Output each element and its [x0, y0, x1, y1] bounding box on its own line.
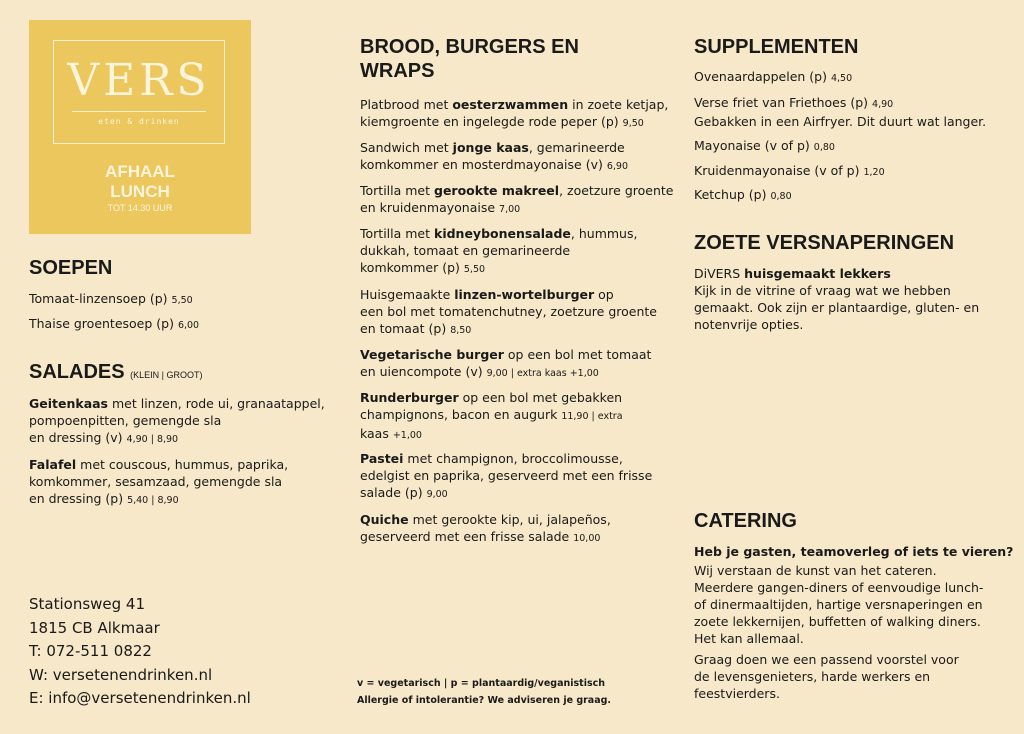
menu-item: Runderburger op een bol met gebakken champignons, bacon en augurk 11,90 | extra kaas +1,00 [360, 390, 623, 441]
brood-heading: BROOD, BURGERS EN WRAPS [360, 36, 579, 82]
menu-item: Huisgemaakte linzen-wortelburger op een bol met tomatenchutney, zoetzure groente en tomaat (p) 8,50 [360, 287, 657, 336]
zoete-heading: ZOETE VERSNAPERINGEN [694, 232, 955, 254]
logo-divider [72, 111, 206, 112]
menu-item: Tortilla met gerookte makreel, zoetzure groente en kruidenmayonaise 7,00 [360, 183, 674, 215]
soepen-heading: SOEPEN [29, 257, 113, 279]
legend-diet: v = vegetarisch | p = plantaardig/veganistisch [357, 678, 606, 689]
menu-item: Quiche met gerookte kip, ui, jalapeños, geserveerd met een frisse salade 10,00 [360, 512, 611, 544]
catering-paragraph: Wij verstaan de kunst van het cateren. Meerdere gangen-diners of eenvoudige lunch- of dinermaaltijden, hartige versnaperingen en zoete lekkernijen, buffetten of walking diners. Het kan allemaal. [694, 563, 984, 646]
menu-item: Ketchup (p) 0,80 [694, 187, 792, 202]
afhaal-line: AFHAAL [105, 162, 175, 181]
lunch-line: LUNCH [110, 182, 170, 201]
logo-box [29, 20, 251, 234]
zoete-text: DiVERS huisgemaakt lekkers Kijk in de vitrine of vraag wat we hebben gemaakt. Ook zijn er plantaardige, gluten- en notenvrije opties. [694, 266, 980, 332]
catering-question: Heb je gasten, teamoverleg of iets te vieren? [694, 544, 1014, 559]
address-city: 1815 CB Alkmaar [29, 618, 160, 637]
menu-item: Tomaat-linzensoep (p) 5,50 [29, 291, 193, 306]
logo-tagline: eten & drinken [98, 117, 180, 126]
supplementen-heading: SUPPLEMENTEN [694, 36, 859, 58]
menu-item: Pastei met champignon, broccolimousse, edelgist en paprika, geserveerd met een frisse salade (p) 9,00 [360, 451, 653, 500]
menu-item: Vegetarische burger op een bol met tomaat en uiencompote (v) 9,00 | extra kaas +1,00 [360, 347, 652, 379]
menu-item: Falafel met couscous, hummus, paprika, komkommer, sesamzaad, gemengde sla en dressing (p) 5,40 | 8,90 [29, 457, 289, 506]
catering-heading: CATERING [694, 510, 797, 532]
time-line: TOT 14.30 UUR [107, 203, 173, 213]
legend [357, 675, 611, 709]
menu-item: Ovenaardappelen (p) 4,50 [694, 69, 853, 84]
address-web: W: versetenendrinken.nl [29, 665, 213, 684]
salades-subtitle: (KLEIN | GROOT) [130, 370, 203, 380]
logo-frame [53, 40, 225, 144]
menu-item: Thaise groentesoep (p) 6,00 [29, 316, 200, 331]
address-email: E: info@versetenendrinken.nl [29, 689, 251, 707]
menu-item: Platbrood met oesterzwammen in zoete ketjap, kiemgroente en ingelegde rode peper (p) 9,50 [360, 97, 669, 129]
logo-wordmark: VERS [67, 55, 211, 106]
salades-heading: SALADES (KLEIN | GROOT) [29, 361, 203, 383]
menu-item: Geitenkaas met linzen, rode ui, granaatappel, pompoenpitten, gemengde sla en dressing (v) 4,90 | 8,90 [29, 396, 325, 445]
menu-item: Tortilla met kidneybonensalade, hummus, dukkah, tomaat en gemarineerde komkommer (p) 5,50 [360, 226, 638, 275]
afhaal-lunch-label [29, 162, 251, 214]
address-street: Stationsweg 41 [29, 595, 146, 613]
menu-item: Mayonaise (v of p) 0,80 [694, 138, 835, 153]
address-block [29, 593, 251, 711]
address-phone: T: 072-511 0822 [29, 642, 152, 660]
legend-allergy: Allergie of intolerantie? We adviseren je graag. [357, 695, 612, 706]
menu-item: Sandwich met jonge kaas, gemarineerde komkommer en mosterdmayonaise (v) 6,90 [360, 140, 628, 172]
menu-item: Kruidenmayonaise (v of p) 1,20 [694, 163, 885, 178]
menu-item: Verse friet van Friethoes (p) 4,90 Gebakken in een Airfryer. Dit duurt wat langer. [694, 95, 987, 129]
catering-paragraph: Graag doen we een passend voorstel voor de levensgenieters, harde werkers en feestvierders. [694, 652, 959, 701]
